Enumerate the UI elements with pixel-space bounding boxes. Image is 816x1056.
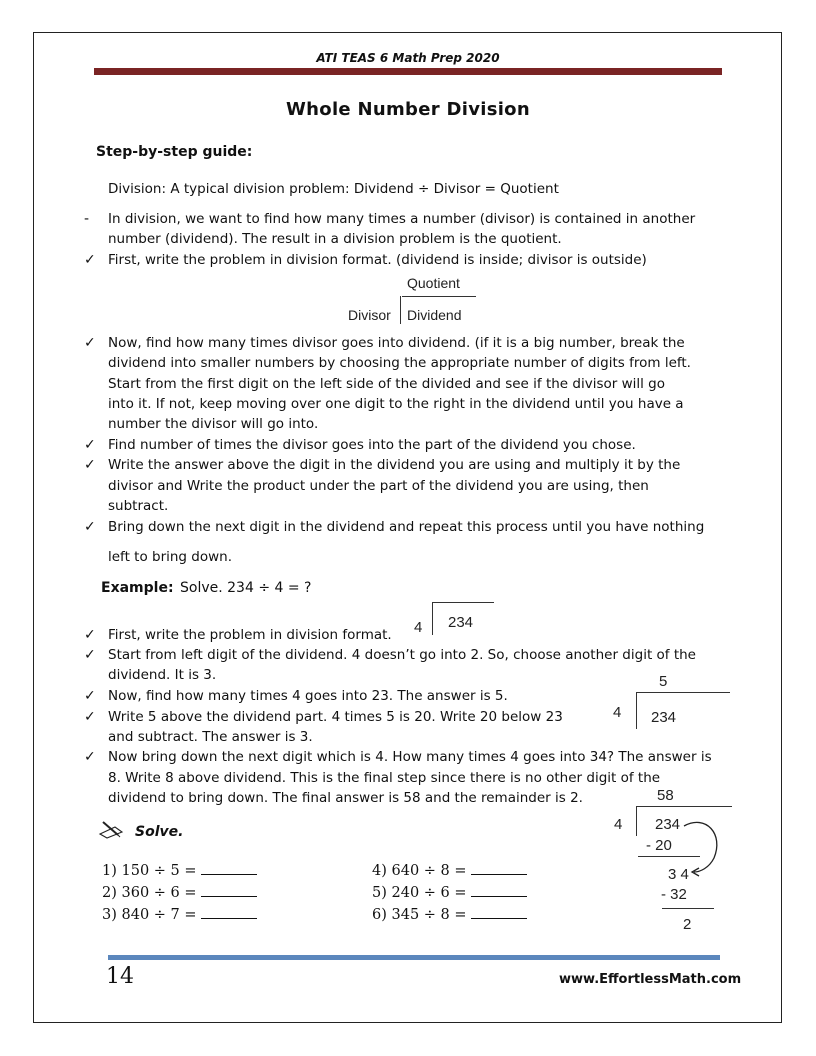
division3-quotient: 58 (657, 787, 674, 804)
step-text: dividend to bring down. The final answer is 58 and the remainder is 2. (108, 790, 583, 806)
bullet-text: divisor and Write the product under the part of the dividend you are using, then (108, 478, 649, 494)
check-marker: ✓ (84, 437, 96, 453)
dash-marker: - (84, 211, 90, 227)
exercise-number: 1) (102, 863, 117, 879)
page-title: Whole Number Division (286, 99, 530, 120)
bullet-text: Bring down the next digit in the dividend and repeat this process until you have nothing (108, 519, 705, 535)
check-marker: ✓ (84, 252, 96, 268)
division3-bring-down: 3 4 (668, 866, 689, 883)
diagram-dividend: Dividend (407, 307, 462, 323)
step-text: Now, find how many times 4 goes into 23. The answer is 5. (108, 688, 508, 704)
solve-label: Solve. (135, 824, 184, 840)
exercise-expression: 345 ÷ 8 = (391, 907, 467, 923)
bullet-text: Find number of times the divisor goes into the part of the dividend you chose. (108, 437, 636, 453)
step-text: dividend. It is 3. (108, 667, 217, 683)
check-marker: ✓ (84, 647, 96, 663)
step-text: First, write the problem in division format. (108, 627, 392, 643)
bullet-text: In division, we want to find how many times a number (divisor) is contained in another (108, 211, 696, 227)
exercise-expression: 840 ÷ 7 = (121, 907, 197, 923)
division3-subtract2: - 32 (661, 886, 687, 903)
bullet-text: Write the answer above the digit in the dividend you are using and multiply it by the (108, 457, 681, 473)
exercise-number: 5) (372, 885, 387, 901)
division1-bracket (432, 602, 433, 635)
check-marker: ✓ (84, 519, 96, 535)
bullet-text: Now, find how many times divisor goes into dividend. (if it is a big number, break the (108, 335, 685, 351)
footer-rule (108, 955, 720, 960)
bullet-text: First, write the problem in division format. (dividend is inside; divisor is outside) (108, 252, 647, 268)
division2-bracket (636, 692, 637, 729)
check-marker: ✓ (84, 688, 96, 704)
answer-blank[interactable] (471, 884, 527, 897)
answer-blank[interactable] (201, 862, 257, 875)
bullet-text: number the divisor will go into. (108, 416, 319, 432)
header-rule (94, 68, 722, 75)
bullet-text: number (dividend). The result in a division problem is the quotient. (108, 231, 562, 247)
exercise-expression: 150 ÷ 5 = (121, 863, 197, 879)
division1-dividend: 234 (448, 614, 474, 631)
division3-divisor: 4 (614, 816, 623, 833)
step-text: Start from left digit of the dividend. 4 doesn’t go into 2. So, choose another digit of the (108, 647, 696, 663)
answer-blank[interactable] (201, 906, 257, 919)
exercise-expression: 640 ÷ 8 = (391, 863, 467, 879)
diagram-bracket (400, 296, 401, 324)
answer-blank[interactable] (201, 884, 257, 897)
exercise-item (372, 906, 527, 923)
check-marker: ✓ (84, 627, 96, 643)
check-marker: ✓ (84, 749, 96, 765)
division3-remainder: 2 (683, 916, 692, 933)
exercise-item (102, 906, 257, 923)
exercise-item (102, 884, 257, 901)
step-text: Write 5 above the dividend part. 4 times 5 is 20. Write 20 below 23 (108, 709, 563, 725)
step-text: 8. Write 8 above dividend. This is the final step since there is no other digit of the (108, 770, 661, 786)
example-label: Example: (101, 580, 174, 596)
example-problem: Solve. 234 ÷ 4 = ? (180, 580, 312, 596)
answer-blank[interactable] (471, 906, 527, 919)
bring-down-arrow-icon (676, 814, 726, 884)
exercise-number: 6) (372, 907, 387, 923)
exercise-item (372, 862, 527, 879)
step-text: and subtract. The answer is 3. (108, 729, 313, 745)
exercise-expression: 240 ÷ 6 = (391, 885, 467, 901)
bullet-text: dividend into smaller numbers by choosing the appropriate number of digits from left. (108, 355, 691, 371)
bullet-text: left to bring down. (108, 549, 233, 565)
page-number: 14 (106, 964, 134, 989)
division2-bar (636, 692, 730, 693)
exercise-number: 2) (102, 885, 117, 901)
pencil-paper-icon (98, 819, 126, 839)
exercise-number: 3) (102, 907, 117, 923)
check-marker: ✓ (84, 457, 96, 473)
exercise-expression: 360 ÷ 6 = (121, 885, 197, 901)
division2-divisor: 4 (613, 704, 622, 721)
guide-intro: Division: A typical division problem: Dividend ÷ Divisor = Quotient (108, 181, 559, 197)
diagram-quotient: Quotient (407, 275, 460, 291)
bullet-text: into it. If not, keep moving over one digit to the right in the dividend until you have a (108, 396, 684, 412)
running-title: ATI TEAS 6 Math Prep 2020 (316, 51, 500, 65)
website-link[interactable]: www.EffortlessMath.com (559, 972, 742, 987)
division3-bar (636, 806, 732, 807)
guide-heading: Step-by-step guide: (96, 144, 253, 160)
answer-blank[interactable] (471, 862, 527, 875)
division1-divisor: 4 (414, 619, 423, 636)
diagram-bar (402, 296, 476, 297)
diagram-divisor: Divisor (348, 307, 391, 323)
bullet-text: Start from the first digit on the left side of the divided and see if the divisor will go (108, 376, 666, 392)
division3-bracket (636, 806, 637, 836)
check-marker: ✓ (84, 709, 96, 725)
exercise-item (372, 884, 527, 901)
bullet-text: subtract. (108, 498, 169, 514)
division3-subtract1: - 20 (646, 837, 672, 854)
exercise-item (102, 862, 257, 879)
division2-dividend: 234 (651, 709, 677, 726)
division3-dividend: 234 (655, 816, 681, 833)
division1-bar (432, 602, 494, 603)
step-text: Now bring down the next digit which is 4. How many times 4 goes into 34? The answer is (108, 749, 712, 765)
exercise-number: 4) (372, 863, 387, 879)
division3-rule2 (662, 908, 714, 909)
check-marker: ✓ (84, 335, 96, 351)
division2-quotient: 5 (659, 673, 668, 690)
